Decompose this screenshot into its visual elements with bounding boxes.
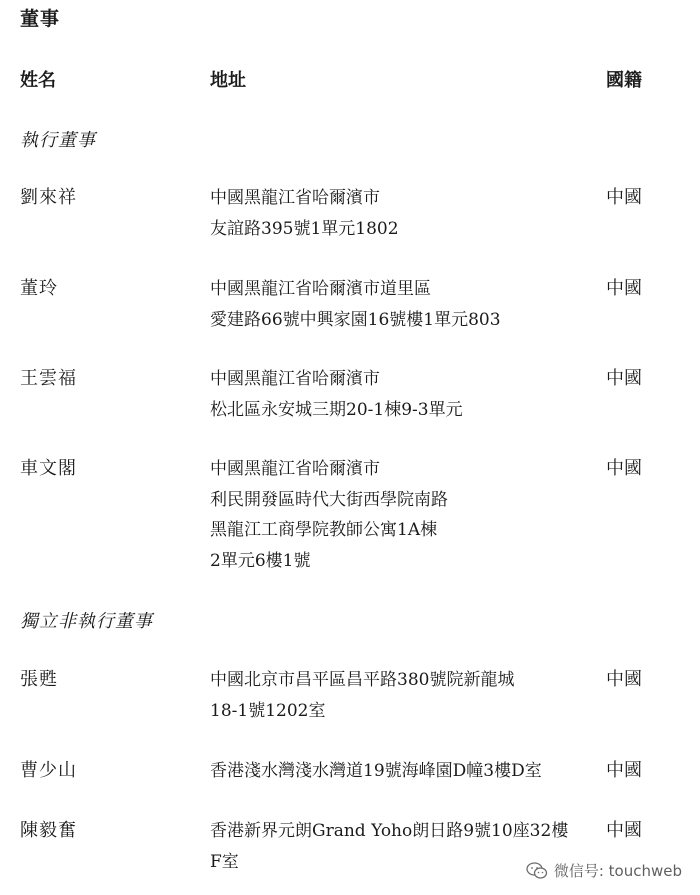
address-line: 香港淺水灣淺水灣道19號海峰園D幢3樓D室	[210, 761, 542, 781]
address-line: 友誼路395號1單元1802	[210, 218, 399, 239]
director-nationality: 中國	[606, 820, 642, 841]
address-line: 香港新界元朗Grand Yoho朗日路9號10座32樓	[210, 821, 569, 841]
director-name: 張甦	[20, 669, 58, 690]
director-address	[210, 364, 463, 425]
address-line: F室	[210, 851, 239, 872]
director-address	[210, 756, 542, 787]
address-line: 松北區永安城三期20-1棟9-3單元	[210, 399, 463, 420]
wechat-icon	[526, 862, 548, 880]
director-nationality: 中國	[606, 368, 642, 389]
director-name: 車文閣	[20, 458, 77, 479]
director-address	[210, 454, 448, 576]
page-title: 董事	[20, 8, 61, 30]
address-line: 中國北京市昌平區昌平路380號院新龍城	[210, 670, 515, 690]
address-line: 18-1號1202室	[210, 700, 326, 721]
address-line: 利民開發區時代大街西學院南路	[210, 489, 448, 510]
header-name: 姓名	[20, 70, 56, 91]
director-nationality: 中國	[606, 278, 642, 299]
address-line: 中國黑龍江省哈爾濱市	[210, 188, 380, 208]
section-independent-directors: 獨立非執行董事	[20, 611, 153, 632]
address-line: 中國黑龍江省哈爾濱市	[210, 459, 380, 479]
header-address: 地址	[210, 70, 246, 91]
director-address	[210, 274, 501, 335]
director-name: 董玲	[20, 278, 58, 299]
director-address	[210, 816, 568, 877]
director-nationality: 中國	[606, 458, 642, 479]
director-address	[210, 183, 399, 244]
watermark	[526, 860, 682, 881]
director-name: 曹少山	[20, 760, 77, 781]
director-name: 劉來祥	[20, 187, 77, 208]
director-nationality: 中國	[606, 669, 642, 690]
address-line: 黑龍江工商學院教師公寓1A棟	[210, 520, 438, 540]
address-line: 愛建路66號中興家園16號樓1單元803	[210, 309, 501, 330]
director-nationality: 中國	[606, 760, 642, 781]
director-address	[210, 665, 514, 726]
director-nationality: 中國	[606, 187, 642, 208]
director-name: 王雲福	[20, 368, 77, 389]
director-name: 陳毅奮	[20, 820, 77, 841]
address-line: 中國黑龍江省哈爾濱市	[210, 369, 380, 389]
watermark-text: 微信号: touchweb	[553, 862, 682, 880]
address-line: 中國黑龍江省哈爾濱市道里區	[210, 279, 431, 299]
section-executive-directors: 執行董事	[20, 130, 96, 151]
address-line: 2單元6樓1號	[210, 550, 311, 571]
header-nationality: 國籍	[606, 70, 642, 91]
